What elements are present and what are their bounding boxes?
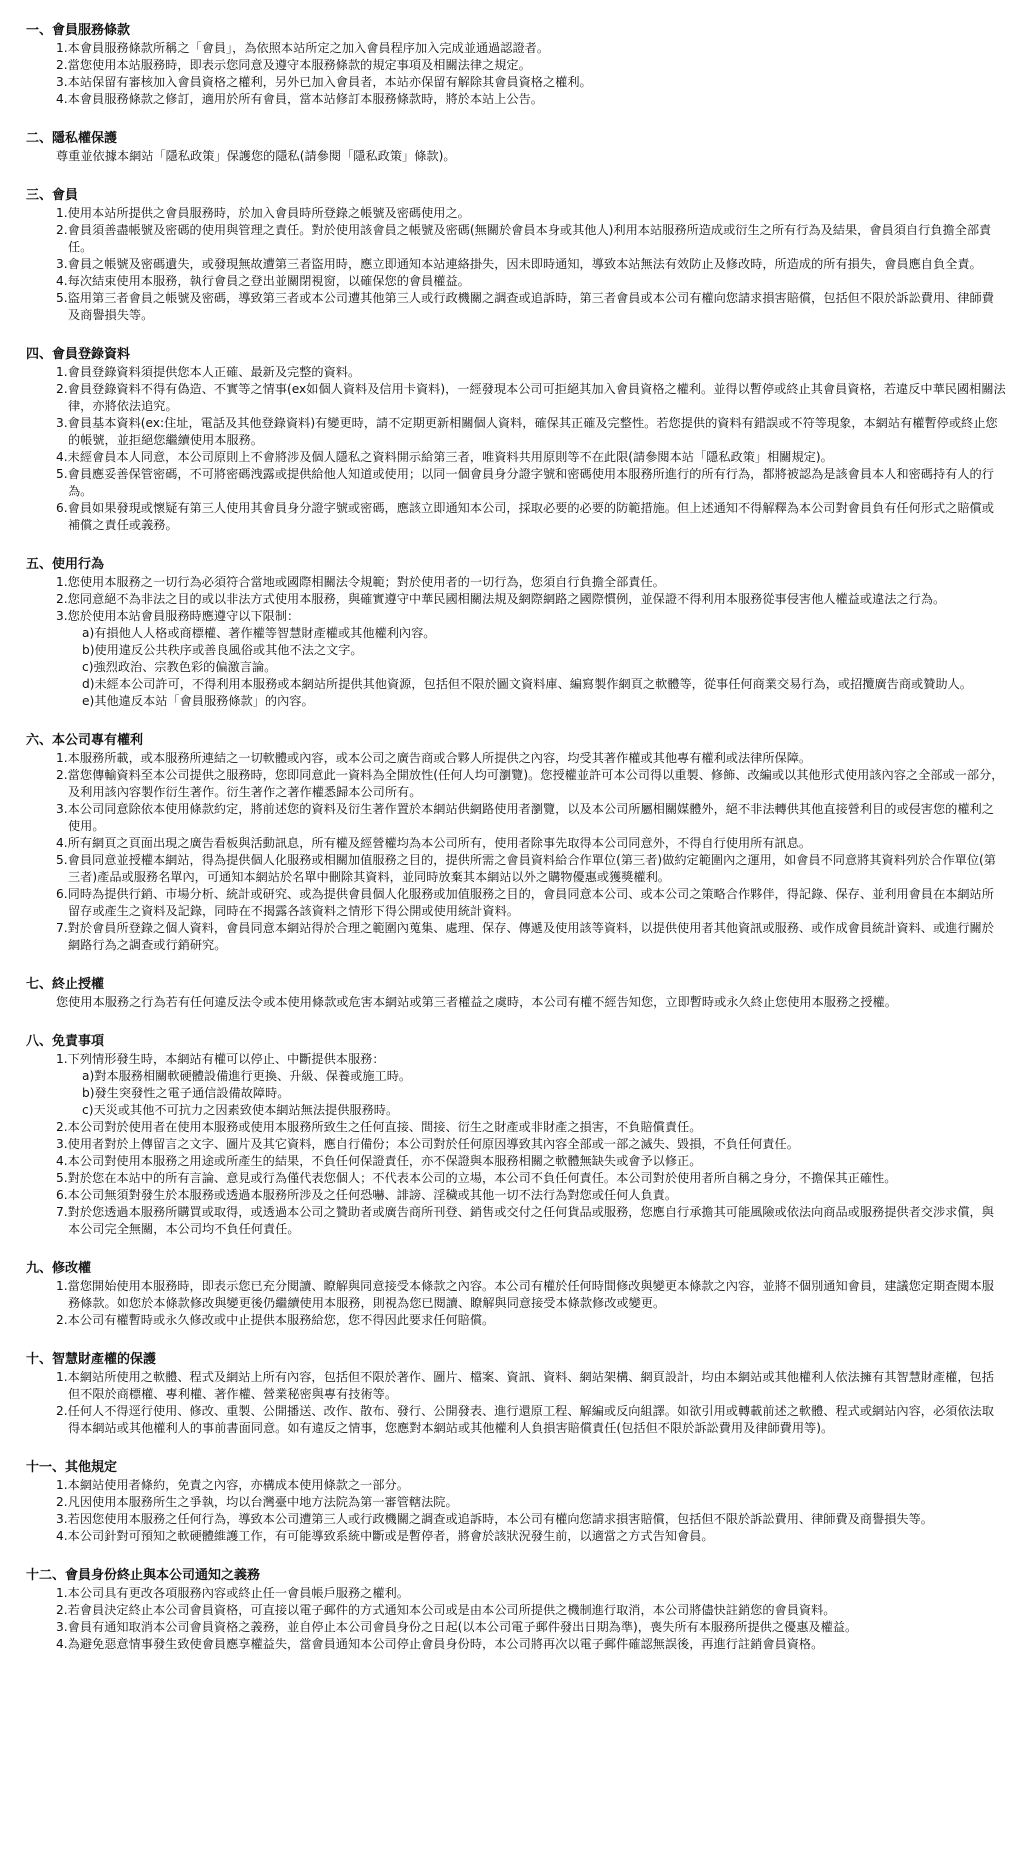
section-title: 六、本公司專有權利	[26, 733, 144, 748]
section-paragraph: 您使用本服務之行為若有任何違反法令或本使用條款或危害本網站或第三者權益之虞時，本公司有權不經告知您，立即暫時或永久終止您使用本服務之授權。	[56, 995, 897, 1009]
clause-text: 3.會員基本資料(ex:住址，電話及其他登錄資料)有變更時，請不定期更新相關個人資料，確保其正確及完整性。若您提供的資料有錯誤或不符等現象，本網站有權暫停或終止您的帳號，並拒絕您繼續使用本服務。	[56, 416, 998, 447]
clause-text: 5.會員應妥善保管密碼，不可將密碼洩露或提供給他人知道或使用；以同一個會員身分證字號和密碼使用本服務所進行的所有行為，都將被認為是該會員本人和密碼持有人的行為。	[56, 467, 994, 498]
clause-list	[26, 750, 1006, 954]
clause-item	[56, 574, 1006, 591]
clause-text: 2.任何人不得逕行使用、修改、重製、公開播送、改作、散布、發行、公開發表、進行還原工程、解編或反向組譯。如欲引用或轉載前述之軟體、程式或網站內容，必須依法取得本網站或其他權利人的事前書面同意。如有違反之情事，您應對本網站或其他權利人負損害賠償責任(包括但不限於訴訟費用及律師費用等)。	[56, 1404, 994, 1435]
clause-item	[56, 381, 1006, 415]
clause-text: 3.本站保留有審核加入會員資格之權利，另外已加入會員者，本站亦保留有解除其會員資格之權利。	[56, 75, 592, 89]
clause-item	[56, 1187, 1006, 1204]
clause-item	[56, 74, 1006, 91]
terms-section	[26, 556, 1006, 710]
terms-section	[26, 1459, 1006, 1545]
clause-text: 1.使用本站所提供之會員服務時，於加入會員時所登錄之帳號及密碼使用之。	[56, 206, 470, 220]
sub-clause-item: d)未經本公司許可，不得利用本服務或本網站所提供其他資源，包括但不限於圖文資料庫、編寫製作網頁之軟體等，從事任何商業交易行為，或招攬廣告商或贊助人。	[82, 677, 972, 691]
clause-text: 1.本服務所載，或本服務所連結之一切軟體或內容，或本公司之廣告商或合夥人所提供之內容，均受其著作權或其他專有權利或法律所保障。	[56, 751, 812, 765]
clause-item	[56, 1136, 1006, 1153]
terms-section	[26, 22, 1006, 108]
section-title: 十、智慧財產權的保護	[26, 1352, 157, 1367]
clause-item	[56, 767, 1006, 801]
clause-text: 2.若會員決定終止本公司會員資格，可直接以電子郵件的方式通知本公司或是由本公司所提供之機制進行取消，本公司將儘快註銷您的會員資料。	[56, 1603, 836, 1617]
clause-list	[26, 40, 1006, 108]
clause-item	[56, 591, 1006, 608]
sub-clause-item: b)使用違反公共秩序或善良風俗或其他不法之文字。	[82, 643, 363, 657]
clause-text: 5.盜用第三者會員之帳號及密碼，導致第三者或本公司遭其他第三人或行政機關之調查或追訴時，第三者會員或本公司有權向您請求損害賠償，包括但不限於訴訟費用、律師費及商譽損失等。	[56, 291, 994, 322]
clause-text: 1.本網站使用者條約，免責之內容，亦構成本使用條款之一部分。	[56, 1478, 409, 1492]
section-title: 三、會員	[26, 188, 79, 203]
clause-item	[56, 835, 1006, 852]
clause-item	[56, 1585, 1006, 1602]
clause-text: 3.若因您使用本服務之任何行為，導致本公司遭第三人或行政機關之調查或追訴時，本公司有權向您請求損害賠償，包括但不限於訴訟費用、律師費及商譽損失等。	[56, 1512, 933, 1526]
clause-item	[56, 1369, 1006, 1403]
terms-section	[26, 1033, 1006, 1238]
clause-text: 4.未經會員本人同意，本公司原則上不會將涉及個人隱私之資料開示給第三者，唯資料共用原則等不在此限(請參閱本站「隱私政策」相關規定)。	[56, 450, 833, 464]
clause-text: 4.為避免惡意情事發生致使會員應享權益失，當會員通知本公司停止會員身份時，本公司將再次以電子郵件確認無誤後，再進行註銷會員資格。	[56, 1637, 824, 1651]
clause-text: 2.當您傳輸資料至本公司提供之服務時，您即同意此一資料為全開放性(任何人均可瀏覽)。您授權並許可本公司得以重製、修飾、改編或以其他形式使用該內容之全部或一部分，及利用該內容製作衍生著作。衍生著作之著作權悉歸本公司所有。	[56, 768, 1004, 799]
clause-list	[26, 1585, 1006, 1653]
sub-clause-item: c)強烈政治、宗教色彩的偏激言論。	[82, 660, 277, 674]
clause-item	[56, 256, 1006, 273]
clause-list	[26, 364, 1006, 534]
clause-text: 7.對於會員所登錄之個人資料，會員同意本網站得於合理之範圍內蒐集、處理、保存、傳遞及使用該等資料，以提供使用者其他資訊或服務、或作成會員統計資料、或進行關於網路行為之調查或行銷研究。	[56, 921, 994, 952]
section-title: 九、修改權	[26, 1261, 92, 1276]
terms-section	[26, 1567, 1006, 1653]
clause-text: 7.對於您透過本服務所購買或取得，或透過本公司之贊助者或廣告商所刊登、銷售或交付之任何貨品或服務，您應自行承擔其可能風險或依法向商品或服務提供者交涉求償，與本公司完全無關，本公司均不負任何責任。	[56, 1205, 994, 1236]
section-title: 十一、其他規定	[26, 1460, 118, 1475]
clause-text: 2.本公司有權暫時或永久修改或中止提供本服務給您，您不得因此要求任何賠償。	[56, 1313, 495, 1327]
clause-item	[56, 608, 1006, 710]
sub-clause-list	[68, 625, 1006, 710]
clause-list	[26, 1051, 1006, 1238]
clause-text: 2.會員登錄資料不得有偽造、不實等之情事(ex如個人資料及信用卡資料)，一經發現本公司可拒絕其加入會員資格之權利。並得以暫停或終止其會員資格，若違反中華民國相關法律，亦將依法追究。	[56, 382, 1006, 413]
section-title: 二、隱私權保護	[26, 131, 118, 146]
clause-text: 5.對於您在本站中的所有言論、意見或行為僅代表您個人；不代表本公司的立場，本公司不負任何責任。本公司對於使用者所自稱之身分，不擔保其正確性。	[56, 1171, 897, 1185]
clause-text: 2.當您使用本站服務時，即表示您同意及遵守本服務條款的規定事項及相關法律之規定。	[56, 58, 531, 72]
terms-section	[26, 346, 1006, 534]
sub-clause-list	[68, 1068, 1006, 1119]
clause-item	[56, 273, 1006, 290]
clause-item	[56, 1051, 1006, 1119]
clause-item	[56, 1278, 1006, 1312]
section-title: 四、會員登錄資料	[26, 347, 131, 362]
clause-item	[56, 886, 1006, 920]
clause-item	[56, 500, 1006, 534]
terms-section	[26, 976, 1006, 1011]
section-title: 五、使用行為	[26, 557, 105, 572]
terms-section	[26, 1260, 1006, 1329]
section-title: 十二、會員身份終止與本公司通知之義務	[26, 1568, 261, 1583]
clause-text: 3.使用者對於上傳留言之文字、圖片及其它資料，應自行備份；本公司對於任何原因導致其內容全部或一部之滅失、毀損，不負任何責任。	[56, 1137, 799, 1151]
section-title: 八、免責事項	[26, 1034, 105, 1049]
clause-item	[56, 1494, 1006, 1511]
clause-item	[56, 1403, 1006, 1437]
clause-text: 1.本會員服務條款所稱之「會員」，為依照本站所定之加入會員程序加入完成並通過認證者。	[56, 41, 550, 55]
section-title: 一、會員服務條款	[26, 23, 131, 38]
sub-clause-item: a)對本服務相關軟硬體設備進行更換、升級、保養或施工時。	[82, 1069, 412, 1083]
clause-text: 3.您於使用本站會員服務時應遵守以下限制：	[56, 609, 300, 623]
clause-text: 1.您使用本服務之一切行為必須符合當地或國際相關法令規範；對於使用者的一切行為，您須自行負擔全部責任。	[56, 575, 665, 589]
clause-text: 3.本公司同意除依本使用條款約定，將前述您的資料及衍生著作置於本網站供網路使用者瀏覽，以及本公司所屬相關媒體外，絕不非法轉供其他直接營利目的或侵害您的權利之使用。	[56, 802, 994, 833]
clause-text: 3.會員有通知取消本公司會員資格之義務，並自停止本公司會員身份之日起(以本公司電子郵件發出日期為準)，喪失所有本服務所提供之優惠及權益。	[56, 1620, 858, 1634]
clause-item	[56, 466, 1006, 500]
clause-item	[56, 852, 1006, 886]
clause-text: 1.本公司具有更改各項服務內容或終止任一會員帳戶服務之權利。	[56, 1586, 409, 1600]
section-title: 七、終止授權	[26, 977, 105, 992]
clause-item	[56, 290, 1006, 324]
clause-text: 1.會員登錄資料須提供您本人正確、最新及完整的資料。	[56, 365, 361, 379]
clause-item	[56, 1153, 1006, 1170]
clause-item	[56, 1204, 1006, 1238]
clause-text: 1.本網站所使用之軟體、程式及網站上所有內容，包括但不限於著作、圖片、檔案、資訊、資料、網站架構、網頁設計，均由本網站或其他權利人依法擁有其智慧財產權，包括但不限於商標權、專利權、著作權、營業秘密與專有技術等。	[56, 1370, 994, 1401]
clause-item	[56, 1511, 1006, 1528]
terms-section	[26, 732, 1006, 954]
clause-text: 2.凡因使用本服務所生之爭執，均以台灣臺中地方法院為第一審管轄法院。	[56, 1495, 458, 1509]
clause-text: 6.本公司無須對發生於本服務或透過本服務所涉及之任何恐嚇、誹謗、淫穢或其他一切不法行為對您或任何人負責。	[56, 1188, 678, 1202]
clause-item	[56, 205, 1006, 222]
clause-text: 4.本公司對使用本服務之用途或所產生的結果，不負任何保證責任，亦不保證與本服務相關之軟體無缺失或會予以修正。	[56, 1154, 702, 1168]
clause-item	[56, 1602, 1006, 1619]
clause-text: 5.會員同意並授權本網站，得為提供個人化服務或相關加值服務之目的，提供所需之會員資料給合作單位(第三者)做約定範圍內之運用，如會員不同意將其資料列於合作單位(第三者)產品或服務名單內，可通知本網站於名單中刪除其資料，並同時放棄其本網站以外之購物優惠或獲獎權利。	[56, 853, 996, 884]
clause-list	[26, 574, 1006, 710]
clause-list	[26, 1278, 1006, 1329]
terms-section	[26, 1351, 1006, 1437]
clause-item	[56, 449, 1006, 466]
clause-list	[26, 205, 1006, 324]
clause-item	[56, 920, 1006, 954]
sub-clause-item: b)發生突發性之電子通信設備故障時。	[82, 1086, 290, 1100]
clause-item	[56, 1477, 1006, 1494]
clause-item	[56, 364, 1006, 381]
clause-list	[26, 1369, 1006, 1437]
terms-section	[26, 130, 1006, 165]
clause-text: 2.您同意絕不為非法之目的或以非法方式使用本服務，與確實遵守中華民國相關法規及網際網路之國際慣例，並保證不得利用本服務從事侵害他人權益或違法之行為。	[56, 592, 946, 606]
clause-text: 6.會員如果發現或懷疑有第三人使用其會員身分證字號或密碼，應該立即通知本公司，採取必要的必要的防範措施。但上述通知不得解釋為本公司對會員負有任何形式之賠償或補償之責任或義務。	[56, 501, 994, 532]
sub-clause-item: c)天災或其他不可抗力之因素致使本網站無法提供服務時。	[82, 1103, 399, 1117]
clause-text: 1.下列情形發生時，本網站有權可以停止、中斷提供本服務：	[56, 1052, 385, 1066]
terms-section	[26, 187, 1006, 324]
clause-text: 2.會員須善盡帳號及密碼的使用與管理之責任。對於使用該會員之帳號及密碼(無關於會員本身或其他人)利用本站服務所造成或衍生之所有行為及結果，會員須自行負擔全部責任。	[56, 223, 992, 254]
sub-clause-item: a)有損他人人格或商標權、著作權等智慧財產權或其他權利內容。	[82, 626, 436, 640]
sub-clause-item: e)其他違反本站「會員服務條款」的內容。	[82, 694, 314, 708]
clause-text: 2.本公司對於使用者在使用本服務或使用本服務所致生之任何直接、間接、衍生之財產或非財產之損害，不負賠償責任。	[56, 1120, 702, 1134]
clause-item	[56, 750, 1006, 767]
clause-item	[56, 1636, 1006, 1653]
clause-text: 6.同時為提供行銷、市場分析、統計或研究、或為提供會員個人化服務或加值服務之目的，會員同意本公司、或本公司之策略合作夥伴，得記錄、保存、並利用會員在本網站所留存或產生之資料及記錄，同時在不揭露各該資料之情形下得公開或使用統計資料。	[56, 887, 994, 918]
clause-text: 1.當您開始使用本服務時，即表示您已充分閱讀、瞭解與同意接受本條款之內容。本公司有權於任何時間修改與變更本條款之內容，並將不個別通知會員，建議您定期查閱本服務條款。如您於本條款修改與變更後仍繼續使用本服務，則視為您已閱讀、瞭解與同意接受本條款修改或變更。	[56, 1279, 994, 1310]
clause-item	[56, 415, 1006, 449]
section-paragraph: 尊重並依據本網站「隱私政策」保護您的隱私(請參閱「隱私政策」條款)。	[56, 149, 456, 163]
clause-text: 3.會員之帳號及密碼遺失，或發現無故遭第三者盜用時，應立即通知本站連絡掛失，因未即時通知，導致本站無法有效防止及修改時，所造成的所有損失，會員應自負全責。	[56, 257, 982, 271]
clause-item	[56, 1119, 1006, 1136]
clause-item	[56, 91, 1006, 108]
clause-text: 4.所有網頁之頁面出現之廣告看板與活動訊息，所有權及經營權均為本公司所有，使用者除事先取得本公司同意外，不得自行使用所有訊息。	[56, 836, 812, 850]
clause-list	[26, 1477, 1006, 1545]
clause-item	[56, 40, 1006, 57]
clause-text: 4.每次結束使用本服務，執行會員之登出並關閉視窗，以確保您的會員權益。	[56, 274, 470, 288]
clause-item	[56, 57, 1006, 74]
clause-text: 4.本公司針對可預知之軟硬體維護工作，有可能導致系統中斷或是暫停者，將會於該狀況發生前，以適當之方式告知會員。	[56, 1529, 714, 1543]
clause-item	[56, 1312, 1006, 1329]
clause-item	[56, 1619, 1006, 1636]
clause-item	[56, 222, 1006, 256]
clause-item	[56, 1170, 1006, 1187]
clause-text: 4.本會員服務條款之修訂，適用於所有會員，當本站修訂本服務條款時，將於本站上公告。	[56, 92, 543, 106]
clause-item	[56, 801, 1006, 835]
clause-item	[56, 1528, 1006, 1545]
